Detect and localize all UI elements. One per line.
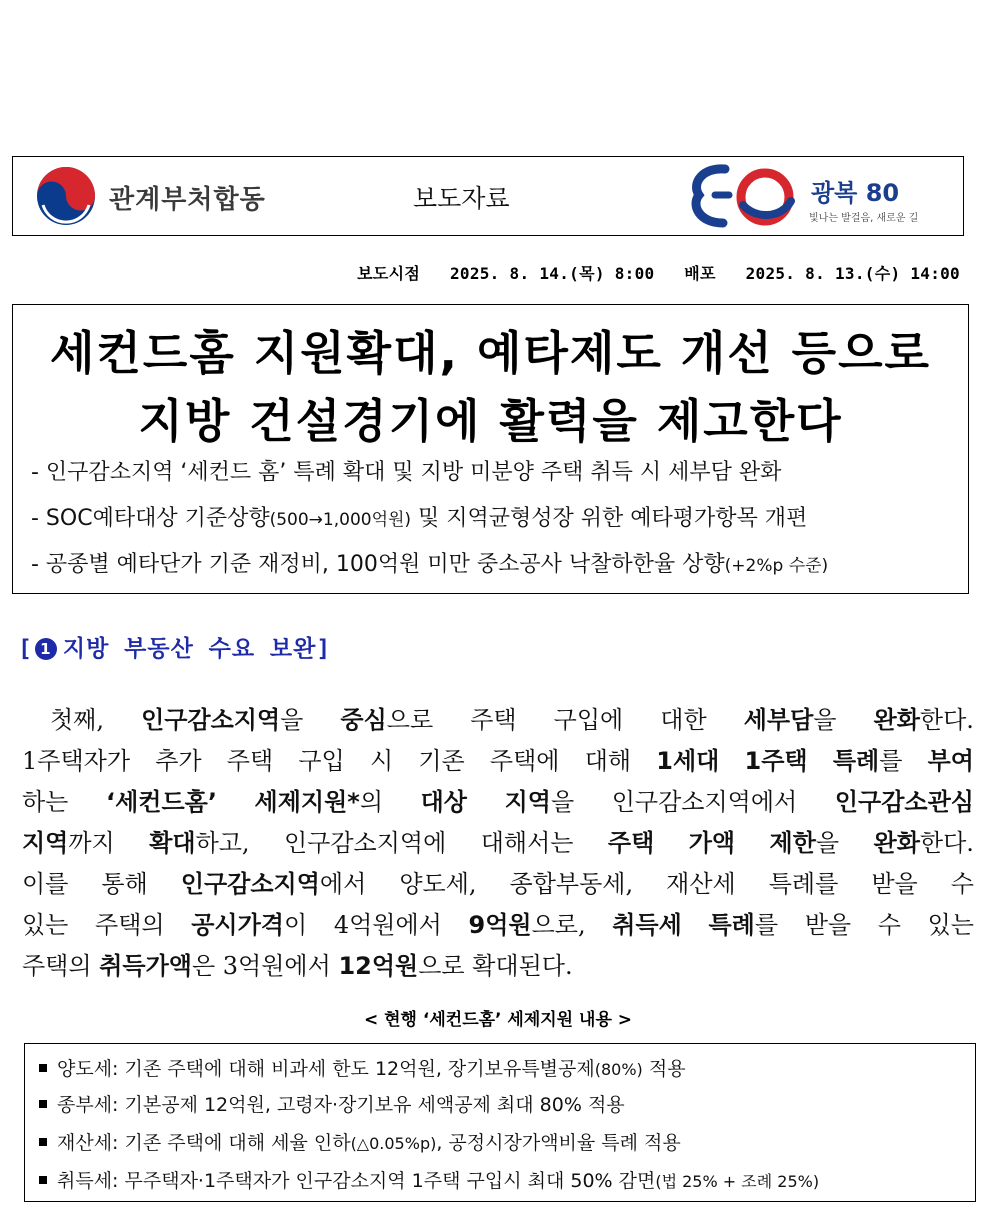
body-line-2 bbox=[22, 741, 974, 776]
body-emphasis: 완화 bbox=[873, 829, 920, 857]
body-word: 종합부동세, bbox=[509, 870, 634, 898]
body-emphasis: 주택 bbox=[607, 829, 655, 857]
body-word: 주택에 bbox=[489, 747, 560, 775]
body-word: 구입에 bbox=[553, 706, 624, 734]
body-word: 주택 bbox=[470, 706, 517, 734]
body-word: 의 bbox=[359, 788, 384, 816]
body-word: 한다. bbox=[919, 706, 974, 734]
tax-support-box bbox=[24, 1043, 976, 1202]
org-name: 관계부처합동 bbox=[109, 185, 266, 215]
body-word: 까지 bbox=[68, 829, 115, 857]
logo-slogan: 빛나는 발걸음, 새로운 길 bbox=[809, 213, 919, 224]
body-word: 있는 bbox=[22, 911, 69, 939]
distribution-time: 2025. 8. 13.(수) 14:00 bbox=[745, 264, 960, 283]
body-word: 대해 bbox=[584, 747, 632, 775]
body-emphasis: 9억원 bbox=[468, 911, 532, 939]
release-label: 보도시점 bbox=[357, 264, 421, 283]
body-word: 을 bbox=[280, 706, 304, 734]
distribution-label: 배포 bbox=[684, 264, 716, 283]
body-line-6 bbox=[22, 905, 974, 940]
tax-item-text: 재산세: 기존 주택에 대해 세율 인하 bbox=[57, 1132, 351, 1154]
body-emphasis: 확대 bbox=[149, 829, 196, 857]
body-word: 구입 bbox=[298, 747, 345, 775]
title-box bbox=[12, 304, 969, 594]
body-emphasis: 인구감소관심 bbox=[834, 788, 974, 816]
body-word: 수 bbox=[950, 870, 974, 898]
bullet-square-icon bbox=[39, 1138, 47, 1146]
body-word: 주택의 bbox=[95, 911, 165, 939]
table-title: < 현행 ‘세컨드홈’ 세제지원 내용 > bbox=[363, 1010, 633, 1030]
body-emphasis: 공시가격 bbox=[191, 911, 284, 939]
body-word: 양도세, bbox=[399, 870, 477, 898]
body-word: 확대된다. bbox=[472, 952, 573, 980]
body-emphasis: 제한 bbox=[769, 829, 816, 857]
body-word: 받을 bbox=[804, 911, 852, 939]
body-word: 를 bbox=[879, 747, 903, 775]
body-word: 인구감소지역에 bbox=[284, 829, 447, 857]
body-word: 3억원에서 bbox=[222, 952, 331, 980]
body-line-5 bbox=[22, 864, 974, 899]
tax-item bbox=[39, 1128, 681, 1155]
release-time: 2025. 8. 14.(목) 8:00 bbox=[449, 264, 655, 283]
body-emphasis: 세부담 bbox=[743, 706, 814, 734]
body-word: 한다. bbox=[919, 829, 974, 857]
body-word: 기존 bbox=[418, 747, 465, 775]
body-emphasis: 1세대 bbox=[656, 747, 720, 775]
headline-line-1: 세컨드홈 지원확대, 예타제도 개선 등으로 bbox=[50, 326, 931, 380]
body-emphasis: 특례 bbox=[708, 911, 755, 939]
body-word: 4억원에서 bbox=[333, 911, 442, 939]
tax-item-note: (80%) bbox=[594, 1060, 643, 1079]
tax-item-text: 종부세: 기본공제 12억원, 고령자·장기보유 세액공제 최대 80% 적용 bbox=[57, 1094, 625, 1116]
bullet-square-icon bbox=[39, 1176, 47, 1184]
body-line-7 bbox=[22, 946, 974, 981]
body-emphasis: 지역 bbox=[504, 788, 551, 816]
body-word: 특례를 bbox=[768, 870, 839, 898]
body-word: 재산세 bbox=[666, 870, 736, 898]
body-word: 인구감소지역에서 bbox=[611, 788, 798, 816]
release-info bbox=[357, 261, 960, 284]
body-word: 있는 bbox=[927, 911, 974, 939]
body-emphasis: 취득가액 bbox=[99, 952, 192, 980]
bullet-square-icon bbox=[39, 1064, 47, 1072]
body-word: 1주택자가 bbox=[22, 747, 131, 775]
body-word: 추가 bbox=[155, 747, 202, 775]
body-word: 이를 bbox=[22, 870, 69, 898]
tax-item bbox=[39, 1054, 686, 1081]
body-emphasis: 중심 bbox=[340, 706, 387, 734]
body-word: 대해서는 bbox=[480, 829, 574, 857]
liberation-80-logo bbox=[685, 161, 947, 233]
body-emphasis: 취득세 bbox=[612, 911, 682, 939]
body-word: 주택의 bbox=[22, 952, 92, 980]
body-emphasis: 가액 bbox=[688, 829, 736, 857]
subheadline-2-b: (500→1,000억원) bbox=[269, 510, 412, 530]
body-word: 대한 bbox=[660, 706, 707, 734]
body-word: 통해 bbox=[101, 870, 148, 898]
subheadline-3-a: - 공종별 예타단가 기준 재정비, 100억원 미만 중소공사 낙찰하한율 상향 bbox=[31, 552, 725, 577]
tax-item-text: 양도세: 기존 주택에 대해 비과세 한도 12억원, 장기보유특별공제 bbox=[57, 1058, 595, 1080]
body-emphasis: 대상 bbox=[420, 788, 467, 816]
body-emphasis: 인구감소지역 bbox=[141, 706, 281, 734]
body-word: 으로, bbox=[531, 911, 586, 939]
body-emphasis: 1주택 bbox=[744, 747, 808, 775]
body-word: 에서 bbox=[319, 870, 367, 898]
body-word: 주택 bbox=[226, 747, 274, 775]
subheadline-3 bbox=[31, 547, 828, 578]
body-emphasis: 세제지원* bbox=[254, 788, 360, 816]
tax-item-text-tail: 적용 bbox=[642, 1058, 686, 1080]
body-line-3 bbox=[22, 782, 974, 817]
body-word: 하고, bbox=[195, 829, 250, 857]
subheadline-2-c: 및 지역균형성장 위한 예타평가항목 개편 bbox=[411, 506, 808, 531]
body-word: 을 bbox=[813, 706, 837, 734]
body-emphasis: 인구감소지역 bbox=[180, 870, 320, 898]
body-emphasis: 부여 bbox=[927, 747, 974, 775]
doc-type: 보도자료 bbox=[413, 184, 510, 213]
body-word: 이 bbox=[284, 911, 308, 939]
body-emphasis: 지역 bbox=[22, 829, 69, 857]
subheadline-2 bbox=[31, 501, 807, 532]
bullet-square-icon bbox=[39, 1100, 47, 1108]
section-heading bbox=[18, 630, 331, 663]
body-word: 을 bbox=[815, 829, 840, 857]
subheadline-1: - 인구감소지역 ‘세컨드 홈’ 특례 확대 및 지방 미분양 주택 취득 시 세부담 완화 bbox=[31, 460, 782, 485]
section-number: 1 bbox=[35, 638, 57, 660]
government-emblem-icon bbox=[35, 165, 97, 227]
body-word: 하는 bbox=[22, 788, 69, 816]
section-heading-text: 지방 부동산 수요 보완] bbox=[62, 636, 332, 662]
body-word: 을 bbox=[550, 788, 575, 816]
tax-item-note: (△0.05%p) bbox=[350, 1134, 437, 1153]
tax-item bbox=[39, 1090, 625, 1117]
body-emphasis: ‘세컨드홈’ bbox=[105, 788, 217, 816]
tax-item-note: (법 25% + 조례 25%) bbox=[655, 1172, 820, 1191]
body-word: 수 bbox=[877, 911, 901, 939]
tax-item-text: 취득세: 무주택자·1주택자가 인구감소지역 1주택 구입시 최대 50% 감면 bbox=[57, 1170, 656, 1192]
subheadline-2-a: - SOC예타대상 기준상향 bbox=[31, 506, 270, 531]
body-emphasis: 완화 bbox=[873, 706, 920, 734]
body-word: 를 bbox=[754, 911, 779, 939]
body-word: 받을 bbox=[871, 870, 918, 898]
logo-title: 광복 80 bbox=[811, 179, 900, 207]
body-word: 시 bbox=[369, 747, 394, 775]
section-bracket: [ bbox=[18, 636, 33, 662]
liberation-80-emblem-icon bbox=[685, 161, 805, 233]
body-word: 첫째, bbox=[50, 706, 104, 734]
body-emphasis: 특례 bbox=[832, 747, 880, 775]
body-line-4 bbox=[22, 823, 974, 858]
tax-item-text-tail: , 공정시장가액비율 특례 적용 bbox=[436, 1132, 681, 1154]
headline-line-2: 지방 건설경기에 활력을 제고한다 bbox=[138, 394, 843, 448]
tax-item bbox=[39, 1166, 819, 1193]
body-word: 은 bbox=[191, 952, 216, 980]
body-line-1 bbox=[22, 700, 974, 735]
body-word: 으로 bbox=[418, 952, 465, 980]
body-word: 으로 bbox=[386, 706, 434, 734]
header-box bbox=[12, 156, 964, 236]
body-emphasis: 12억원 bbox=[338, 952, 419, 980]
subheadline-3-b: (+2%p 수준) bbox=[724, 556, 829, 576]
